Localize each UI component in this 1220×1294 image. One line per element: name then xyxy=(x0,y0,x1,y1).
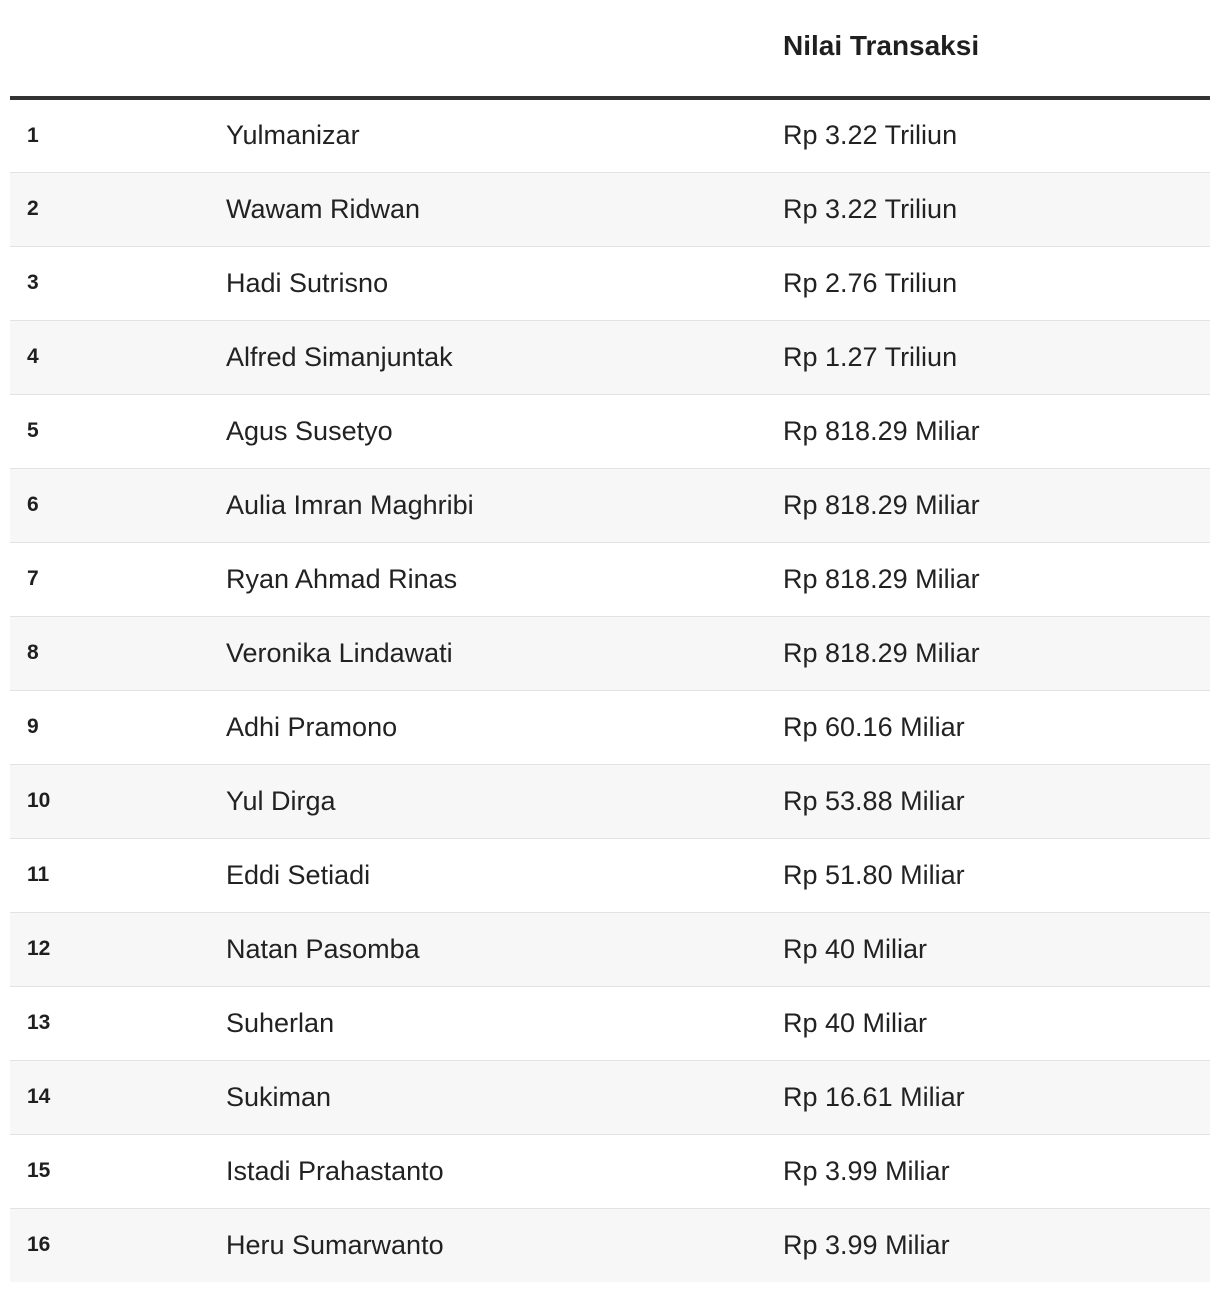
name-cell: Veronika Lindawati xyxy=(226,616,783,690)
name-cell: Yulmanizar xyxy=(226,98,783,172)
table-row xyxy=(10,172,1210,246)
table-row xyxy=(10,98,1210,172)
name-cell: Heru Sumarwanto xyxy=(226,1229,444,1260)
name-cell: Natan Pasomba xyxy=(226,912,783,986)
transaction-value-cell: Rp 818.29 Miliar xyxy=(783,468,1210,542)
transaction-value-cell: Rp 1.27 Triliun xyxy=(783,320,1210,394)
transaction-value-cell: Rp 818.29 Miliar xyxy=(783,542,1210,616)
rank-column-header xyxy=(10,0,226,98)
rank-cell: 4 xyxy=(10,320,226,394)
transaction-value-cell: Rp 16.61 Miliar xyxy=(783,1060,1210,1134)
name-cell: Suherlan xyxy=(226,986,783,1060)
transaction-value-cell: Rp 60.16 Miliar xyxy=(783,690,1210,764)
transaction-value-cell: Rp 818.29 Miliar xyxy=(783,394,1210,468)
table-row xyxy=(10,320,1210,394)
rank-cell: 15 xyxy=(10,1134,226,1208)
table-row xyxy=(10,1060,1210,1134)
table-row xyxy=(10,838,1210,912)
transaction-value-cell: Rp 51.80 Miliar xyxy=(783,838,1210,912)
rank-cell: 10 xyxy=(10,764,226,838)
name-cell: Ryan Ahmad Rinas xyxy=(226,542,783,616)
table-row xyxy=(10,246,1210,320)
value-column-header: Nilai Transaksi xyxy=(783,0,1210,98)
transaction-value-cell: Rp 3.22 Triliun xyxy=(783,172,1210,246)
transaction-value-cell: Rp 2.76 Triliun xyxy=(783,246,1210,320)
name-cell: Wawam Ridwan xyxy=(226,172,783,246)
rank-cell: 6 xyxy=(10,468,226,542)
table-row xyxy=(10,394,1210,468)
name-column-header xyxy=(226,0,783,98)
transaction-value-cell: Rp 3.22 Triliun xyxy=(783,98,1210,172)
name-cell: Aulia Imran Maghribi xyxy=(226,468,783,542)
rank-cell: 16 xyxy=(27,1233,51,1257)
name-cell: Alfred Simanjuntak xyxy=(226,320,783,394)
header-row xyxy=(10,0,1210,98)
transaction-value-cell: Rp 818.29 Miliar xyxy=(783,616,1210,690)
rank-cell: 8 xyxy=(10,616,226,690)
transaction-value-cell: Rp 3.99 Miliar xyxy=(783,1229,950,1260)
transaction-value-cell: Rp 3.99 Miliar xyxy=(783,1134,1210,1208)
name-cell: Hadi Sutrisno xyxy=(226,246,783,320)
rank-cell: 14 xyxy=(10,1060,226,1134)
table-row xyxy=(10,468,1210,542)
rank-cell: 5 xyxy=(10,394,226,468)
rank-cell: 3 xyxy=(10,246,226,320)
rank-cell: 7 xyxy=(10,542,226,616)
transaction-value-cell: Rp 53.88 Miliar xyxy=(783,764,1210,838)
transaction-value-cell: Rp 40 Miliar xyxy=(783,986,1210,1060)
transaction-table-container xyxy=(10,0,1210,1282)
name-cell: Sukiman xyxy=(226,1060,783,1134)
name-cell: Adhi Pramono xyxy=(226,690,783,764)
table-row xyxy=(10,764,1210,838)
table-header xyxy=(10,0,1210,98)
name-cell: Yul Dirga xyxy=(226,764,783,838)
table-row xyxy=(10,912,1210,986)
rank-cell: 11 xyxy=(10,838,226,912)
table-row xyxy=(10,616,1210,690)
table-row xyxy=(10,1208,1210,1282)
transaction-value-cell: Rp 40 Miliar xyxy=(783,912,1210,986)
name-cell: Istadi Prahastanto xyxy=(226,1134,783,1208)
name-cell: Agus Susetyo xyxy=(226,394,783,468)
rank-cell: 2 xyxy=(10,172,226,246)
name-cell: Eddi Setiadi xyxy=(226,838,783,912)
rank-cell: 12 xyxy=(10,912,226,986)
table-row xyxy=(10,542,1210,616)
rank-cell: 1 xyxy=(10,98,226,172)
table-body xyxy=(10,98,1210,1282)
table-row xyxy=(10,986,1210,1060)
rank-cell: 9 xyxy=(10,690,226,764)
rank-cell: 13 xyxy=(10,986,226,1060)
table-row xyxy=(10,690,1210,764)
table-row xyxy=(10,1134,1210,1208)
transaction-table xyxy=(10,0,1210,1282)
